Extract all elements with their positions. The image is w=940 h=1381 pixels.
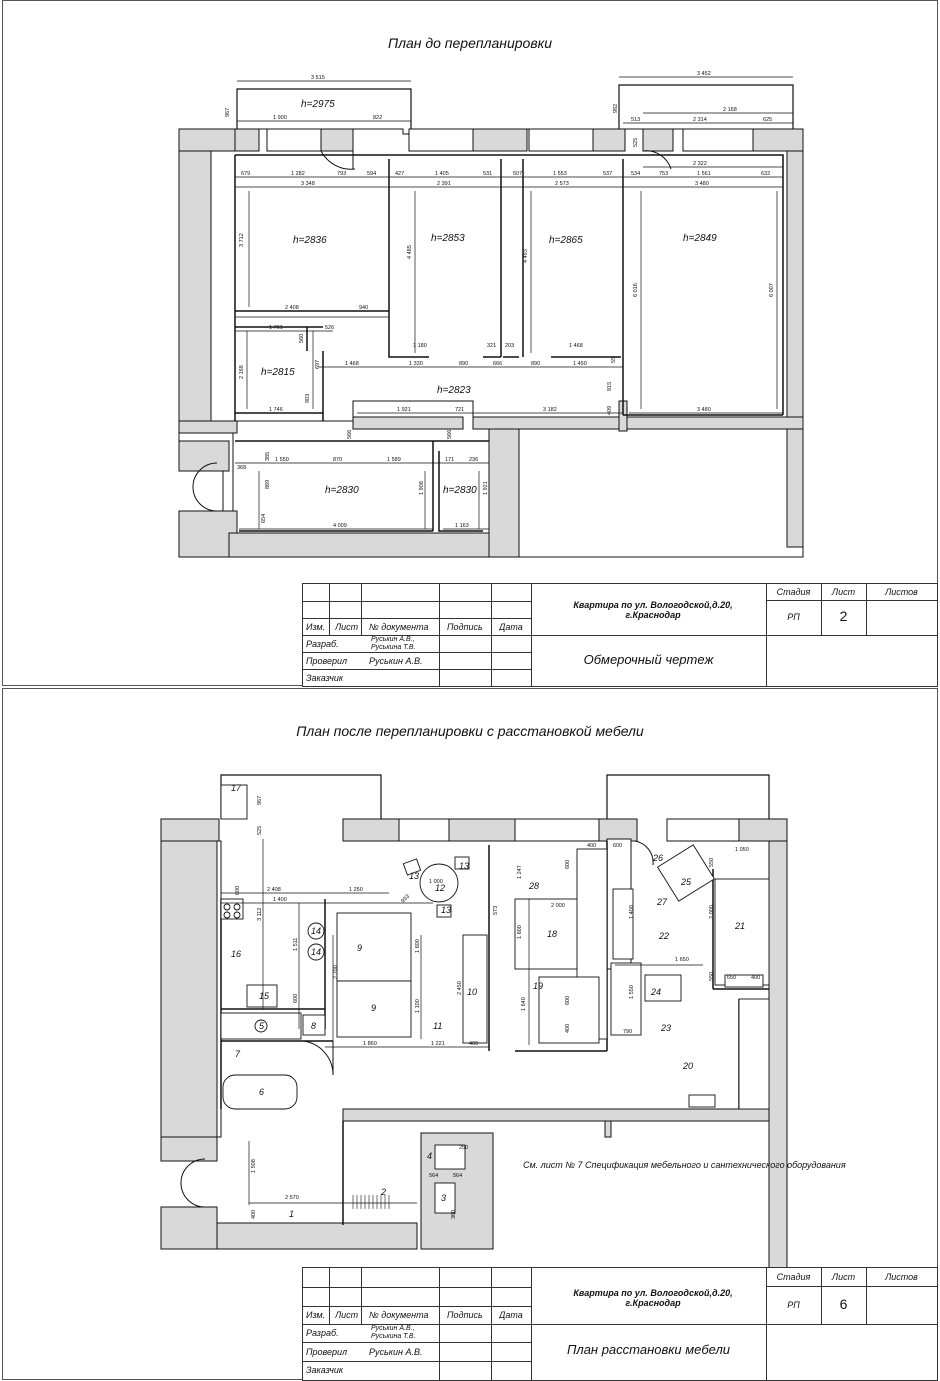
dim-label: 6 007 (769, 283, 775, 297)
dim-label: 1 921 (397, 407, 411, 413)
dim-label: 2 450 (457, 981, 463, 995)
dim-label: 1 450 (573, 361, 587, 367)
dim-label: 1 600 (517, 925, 523, 939)
dim-label: 600 (613, 843, 623, 849)
dim-label: 753 (659, 171, 669, 177)
dim-label: 1 550 (275, 457, 289, 463)
dim-label: 55 (611, 356, 617, 363)
dim-label: 600 (565, 859, 571, 869)
room-label: h=2975 (301, 99, 335, 110)
mark-2: 2 (381, 1187, 387, 1197)
dim-label: 3 515 (311, 75, 325, 81)
dim-label: 560 (299, 333, 305, 343)
dim-label: 525 (633, 137, 639, 147)
sheet-number: 2 (839, 608, 848, 624)
mark-15: 15 (259, 991, 270, 1001)
title-block-1 (302, 583, 938, 687)
mark-5: 5 (259, 1021, 265, 1031)
dim-label: 526 (325, 325, 335, 331)
mark-24: 24 (651, 987, 662, 997)
mark-18: 18 (547, 929, 558, 939)
dim-label: 2 000 (709, 905, 715, 919)
mark-26: 26 (653, 853, 664, 863)
dim-label: 2 168 (239, 365, 245, 379)
dim-label: 650 (727, 975, 737, 981)
dim-label: 550 (709, 857, 715, 867)
dim-label: 534 (631, 171, 641, 177)
dim-label: 1 000 (429, 879, 443, 885)
dim-label: 870 (333, 457, 343, 463)
col-doc: № документа (369, 1310, 429, 1320)
dim-label: 1 330 (409, 361, 423, 367)
mark-27: 27 (657, 897, 668, 907)
dim-label: 400 (469, 1041, 479, 1047)
sheet1-title: План до перепланировки (387, 35, 553, 51)
stage-header: Стадия (776, 1272, 811, 1282)
mark-11: 11 (433, 1021, 443, 1031)
dim-label: 3 452 (697, 71, 711, 77)
dim-label: 933 (400, 893, 411, 905)
dim-label: 1 908 (419, 481, 425, 495)
mark-28: 28 (529, 881, 540, 891)
dim-label: 236 (469, 457, 479, 463)
sheets-header: Листов (885, 587, 918, 597)
dim-label: 869 (265, 479, 271, 489)
mark-13: 13 (441, 905, 452, 915)
dim-label: 203 (505, 343, 515, 349)
dim-label: 1 921 (483, 481, 489, 495)
mark-14: 14 (311, 926, 322, 936)
dim-label: 550 (709, 971, 715, 981)
dim-label: 2 314 (693, 117, 707, 123)
dim-label: 967 (257, 795, 263, 805)
dim-label: 2 168 (723, 107, 737, 113)
dim-label: 3 712 (239, 233, 245, 247)
mark-25: 25 (681, 877, 692, 887)
dim-label: 564 (429, 1173, 439, 1179)
dim-label: 721 (455, 407, 465, 413)
dim-label: 1 860 (363, 1041, 377, 1047)
col-izm: Изм. (306, 1310, 326, 1320)
dim-label: 2 408 (267, 887, 281, 893)
dim-label: 2 391 (437, 181, 451, 187)
dim-label: 2 700 (333, 965, 339, 979)
dim-label: 525 (257, 825, 263, 835)
col-doc: № документа (369, 622, 429, 632)
mark-7: 7 (235, 1049, 241, 1059)
dim-label: 1 550 (629, 985, 635, 999)
dim-label: 1 561 (697, 171, 711, 177)
mark-13: 13 (409, 871, 420, 881)
mark-3: 3 (441, 1193, 447, 1203)
razrab-label: Разраб. (306, 639, 339, 649)
mark-8: 8 (311, 1021, 317, 1031)
dim-label: 250 (459, 1145, 469, 1151)
room-label: h=2830 (443, 485, 477, 496)
dim-label: 1 050 (735, 847, 749, 853)
col-date: Дата (499, 1310, 523, 1320)
dim-label: 1 250 (349, 887, 363, 893)
razrab-names: Руськин А.В., Руськина Т.В. (371, 1325, 416, 1340)
sheet-measurement (2, 0, 938, 686)
col-sign: Подпись (447, 622, 483, 632)
dim-label: 400 (587, 843, 597, 849)
project-name: Квартира по ул. Вологодской,д.20, г.Краснодар (573, 600, 733, 620)
dim-label: 513 (631, 117, 641, 123)
dim-label: 1 640 (521, 997, 527, 1011)
mark-4: 4 (427, 1151, 433, 1161)
dim-label: 400 (251, 1209, 257, 1219)
room-label: h=2865 (549, 235, 583, 246)
sheet-header: Лист (831, 587, 856, 597)
sheet-number: 6 (839, 1296, 848, 1312)
dim-label: 1 400 (273, 897, 287, 903)
mark-17: 17 (231, 783, 242, 793)
razrab-label: Разраб. (306, 1328, 339, 1338)
room-label: h=2830 (325, 485, 359, 496)
dim-label: 1 746 (269, 407, 283, 413)
dim-label: 1 100 (415, 999, 421, 1013)
stage-header: Стадия (776, 587, 811, 597)
dim-label: 566 (447, 429, 453, 439)
razrab-names: Руськин А.В., Руськина Т.В. (371, 636, 416, 651)
dim-label: 566 (347, 429, 353, 439)
dim-label: 507 (513, 171, 523, 177)
dim-label: 632 (761, 171, 771, 177)
dim-label: 321 (487, 343, 497, 349)
dim-label: 3 182 (543, 407, 557, 413)
col-sign: Подпись (447, 1310, 483, 1320)
mark-9: 9 (357, 943, 363, 953)
dim-label: 409 (607, 405, 613, 415)
dim-label: 1 508 (251, 1159, 257, 1173)
sheet-name: Обмерочный чертеж (583, 652, 714, 667)
dim-label: 4 493 (523, 249, 529, 263)
room-label: h=2823 (437, 385, 471, 396)
dim-label: 1 405 (435, 171, 449, 177)
mark-21: 21 (735, 921, 746, 931)
dim-label: 3 480 (695, 181, 709, 187)
col-list: Лист (335, 1310, 359, 1320)
mark-9: 9 (371, 1003, 377, 1013)
mark-6: 6 (259, 1087, 265, 1097)
dim-label: 654 (261, 513, 267, 523)
sheets-header: Листов (885, 1272, 918, 1282)
dim-label: 3 480 (697, 407, 711, 413)
dim-label: 982 (613, 103, 619, 113)
dim-label: 2 000 (551, 903, 565, 909)
mark-16: 16 (231, 949, 242, 959)
dim-label: 3 112 (257, 907, 263, 921)
dim-label: 531 (483, 171, 493, 177)
stage-value: РП (787, 1300, 800, 1310)
dim-label: 4 009 (333, 523, 347, 529)
dim-label: 1 221 (431, 1041, 445, 1047)
dim-label: 666 (493, 361, 503, 367)
room-label: h=2836 (293, 235, 327, 246)
dim-label: 4 485 (407, 245, 413, 259)
mark-22: 22 (659, 931, 670, 941)
dim-label: 1 247 (517, 865, 523, 879)
dim-label: 3 348 (301, 181, 315, 187)
mark-10: 10 (467, 987, 478, 997)
dim-label: 600 (235, 885, 241, 895)
dim-label: 1 282 (291, 171, 305, 177)
dim-label: 940 (359, 305, 369, 311)
dim-label: 2 322 (693, 161, 707, 167)
dim-label: 2 408 (285, 305, 299, 311)
dim-label: 1 400 (629, 905, 635, 919)
proveril-name: Руськин А.В. (369, 656, 423, 666)
proveril-name: Руськин А.В. (369, 1347, 423, 1357)
dim-label: 400 (565, 1023, 571, 1033)
dim-label: 890 (459, 361, 469, 367)
mark-14: 14 (311, 947, 322, 957)
dim-label: 594 (367, 171, 377, 177)
mark-19: 19 (533, 981, 544, 991)
dim-label: 2 570 (285, 1195, 299, 1201)
dim-label: 564 (453, 1173, 463, 1179)
dim-label: 815 (607, 381, 613, 391)
dim-label: 1 553 (553, 171, 567, 177)
stage-value: РП (787, 612, 800, 622)
mark-1: 1 (289, 1209, 295, 1219)
room-label: h=2853 (431, 233, 465, 244)
col-date: Дата (499, 622, 523, 632)
dim-label: 1 600 (415, 939, 421, 953)
sheet2-title: План после перепланировки с расстановкой мебели (296, 723, 644, 739)
room-label: h=2815 (261, 367, 295, 378)
dim-label: 171 (445, 457, 455, 463)
dim-label: 427 (395, 171, 405, 177)
dim-label: 400 (751, 975, 761, 981)
dim-label: 368 (237, 465, 247, 471)
proveril-label: Проверил (306, 1347, 348, 1357)
dim-label: 890 (531, 361, 541, 367)
dim-label: 697 (315, 359, 321, 369)
dim-label: 679 (241, 171, 251, 177)
dim-label: 537 (603, 171, 613, 177)
col-list: Лист (335, 622, 359, 632)
mark-23: 23 (661, 1023, 672, 1033)
sheet-header: Лист (831, 1272, 856, 1282)
sheet-name: План расстановки мебели (566, 1342, 731, 1357)
col-izm: Изм. (306, 622, 326, 632)
dim-label: 793 (337, 171, 347, 177)
sheet-furniture (2, 688, 938, 1380)
dim-label: 967 (225, 107, 231, 117)
dim-label: 573 (493, 905, 499, 915)
dim-label: 790 (623, 1029, 633, 1035)
dim-label: 1 180 (413, 343, 427, 349)
dim-label: 600 (293, 993, 299, 1003)
dim-label: 6 016 (633, 283, 639, 297)
title-block-2 (302, 1267, 938, 1381)
dim-label: 1 589 (387, 457, 401, 463)
dim-label: 2 573 (555, 181, 569, 187)
dim-label: 1 511 (293, 937, 299, 951)
dim-label: 600 (565, 995, 571, 1005)
mark-13: 13 (459, 861, 470, 871)
mark-12: 12 (435, 883, 446, 893)
dim-label: 625 (763, 117, 773, 123)
proveril-label: Проверил (306, 656, 348, 666)
dim-label: 903 (305, 393, 311, 403)
dim-label: 385 (265, 451, 271, 461)
dim-label: 1 163 (455, 523, 469, 529)
dim-label: 822 (373, 115, 383, 121)
specification-note: См. лист № 7 Спецификация мебельного и сантехнического оборудования (523, 1160, 846, 1170)
project-name: Квартира по ул. Вологодской,д.20, г.Краснодар (573, 1288, 733, 1308)
mark-20: 20 (683, 1061, 694, 1071)
dim-label: 1 468 (345, 361, 359, 367)
dim-label: 360 (451, 1209, 457, 1219)
dim-label: 1 900 (273, 115, 287, 121)
dim-label: 1 650 (675, 957, 689, 963)
customer-label: Заказчик (306, 673, 344, 683)
customer-label: Заказчик (306, 1365, 344, 1375)
dim-label: 1 468 (569, 343, 583, 349)
room-label: h=2849 (683, 233, 717, 244)
dim-label: 1 761 (269, 325, 283, 331)
